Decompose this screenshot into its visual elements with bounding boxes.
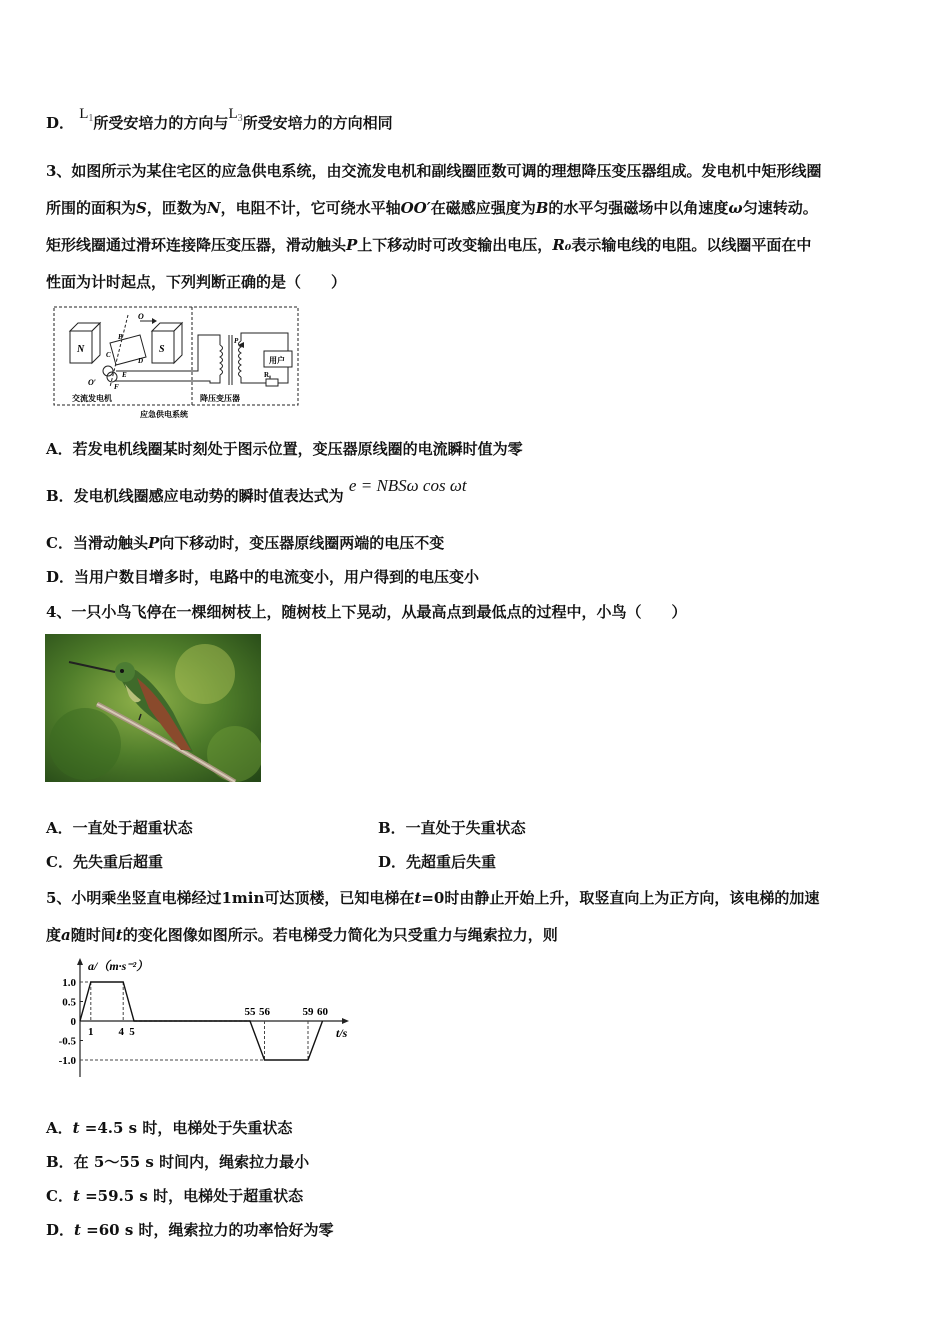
x-tick-label: 5 (129, 1026, 135, 1038)
emf-formula: e = NBSω cos ωt (348, 476, 467, 495)
magnet-s (152, 323, 182, 363)
q5-stem-line-1: 5、小明乘坐竖直电梯经过1min可达顶楼，已知电梯在t=0时由静止开始上升，取竖直向上为正方向，该电梯的加速 (46, 889, 820, 907)
x-tick-label: 4 (118, 1026, 124, 1038)
label-e: E (122, 371, 127, 379)
y-tick-label: 0.5 (62, 996, 76, 1009)
hummingbird-photo (45, 634, 261, 782)
label-user: 用户 (269, 356, 285, 365)
acceleration-time-chart (40, 955, 370, 1085)
l1-symbol: L (79, 106, 89, 122)
q4-option-c: C．先失重后超重 (46, 853, 163, 871)
q3-option-d: D．当用户数目增多时，电路中的电流变小，用户得到的电压变小 (46, 568, 480, 586)
magnet-n (70, 323, 100, 363)
l3-symbol: L (228, 106, 238, 122)
label-f: F (114, 383, 119, 391)
q3-stem-line-1: 3、如图所示为某住宅区的应急供电系统，由交流发电机和副线圈匝数可调的理想降压变压器组成。发电机中矩形线圈 (46, 162, 822, 180)
x-tick-label: 59 (302, 1006, 314, 1018)
label-o: O (138, 312, 144, 321)
label-transformer: 降压变压器 (200, 394, 240, 403)
q5-option-b: B．在 5～55 s 时间内，绳索拉力最小 (46, 1153, 310, 1171)
q5-stem-line-2: 度a随时间t的变化图像如图所示。若电梯受力简化为只受重力与绳索拉力，则 (46, 926, 558, 944)
x-tick-label: 56 (259, 1006, 270, 1018)
y-tick-label: -0.5 (58, 1035, 76, 1048)
x-tick-label: 60 (317, 1006, 328, 1018)
q5-option-c: C．t =59.5 s 时，电梯处于超重状态 (46, 1187, 304, 1205)
label-b: B (118, 333, 123, 341)
label-c: C (106, 351, 111, 359)
x-tick-label: 55 (244, 1006, 256, 1018)
q3-circuit-figure (52, 305, 302, 423)
q2-option-d: D． $L^1$所受安培力的方向与$L^3$所受安培力的方向相同 (46, 106, 393, 132)
q4-stem: 4、一只小鸟飞停在一棵细树枝上，随树枝上下晃动，从最高点到最低点的过程中，小鸟（ ） (46, 603, 687, 621)
y-tick-label: 0 (70, 1016, 76, 1028)
y-tick-label: 1.0 (62, 977, 76, 989)
q5-option-d: D．t =60 s 时，绳索拉力的功率恰好为零 (46, 1221, 334, 1239)
label-p: P (234, 337, 239, 345)
label-d: D (138, 357, 144, 365)
label-generator: 交流发电机 (72, 394, 112, 403)
q3-option-a: A．若发电机线圈某时刻处于图示位置，变压器原线圈的电流瞬时值为零 (46, 440, 523, 458)
y-axis-label: a/（m·s⁻²） (88, 959, 149, 973)
q3-option-b: B．发电机线圈感应电动势的瞬时值表达式为 e = NBSω cos ωt (46, 476, 467, 505)
q4-option-d: D．先超重后失重 (378, 853, 497, 871)
q3-stem-line-3: 矩形线圈通过滑环连接降压变压器，滑动触头P上下移动时可改变输出电压，R₀表示输电线的电阻。以线圈平面在中 (46, 236, 812, 254)
y-tick-label: -1.0 (58, 1055, 76, 1067)
q4-option-a: A．一直处于超重状态 (46, 819, 193, 837)
x-axis-arrow (342, 1018, 349, 1024)
label-r0: R₀ (264, 371, 272, 379)
x-axis-label: t/s (336, 1026, 348, 1040)
q3-stem-line-2: 所围的面积为S，匝数为N，电阻不计，它可绕水平轴OO′在磁感应强度为B的水平匀强磁场中以角速度ω匀速转动。 (46, 199, 818, 217)
figure-caption: 应急供电系统 (140, 410, 188, 419)
label-n: N (77, 344, 85, 355)
q3-option-c: C．当滑动触头P向下移动时，变压器原线圈两端的电压不变 (46, 534, 445, 552)
q4-option-b: B．一直处于失重状态 (378, 819, 526, 837)
x-tick-label: 1 (88, 1026, 94, 1038)
label-s: S (159, 344, 165, 355)
q3-stem-line-4: 性面为计时起点，下列判断正确的是（ ） (46, 273, 347, 291)
y-axis-arrow (77, 958, 83, 965)
q5-option-a: A．t =4.5 s 时，电梯处于失重状态 (46, 1119, 293, 1137)
label-o-prime: O′ (88, 378, 97, 387)
